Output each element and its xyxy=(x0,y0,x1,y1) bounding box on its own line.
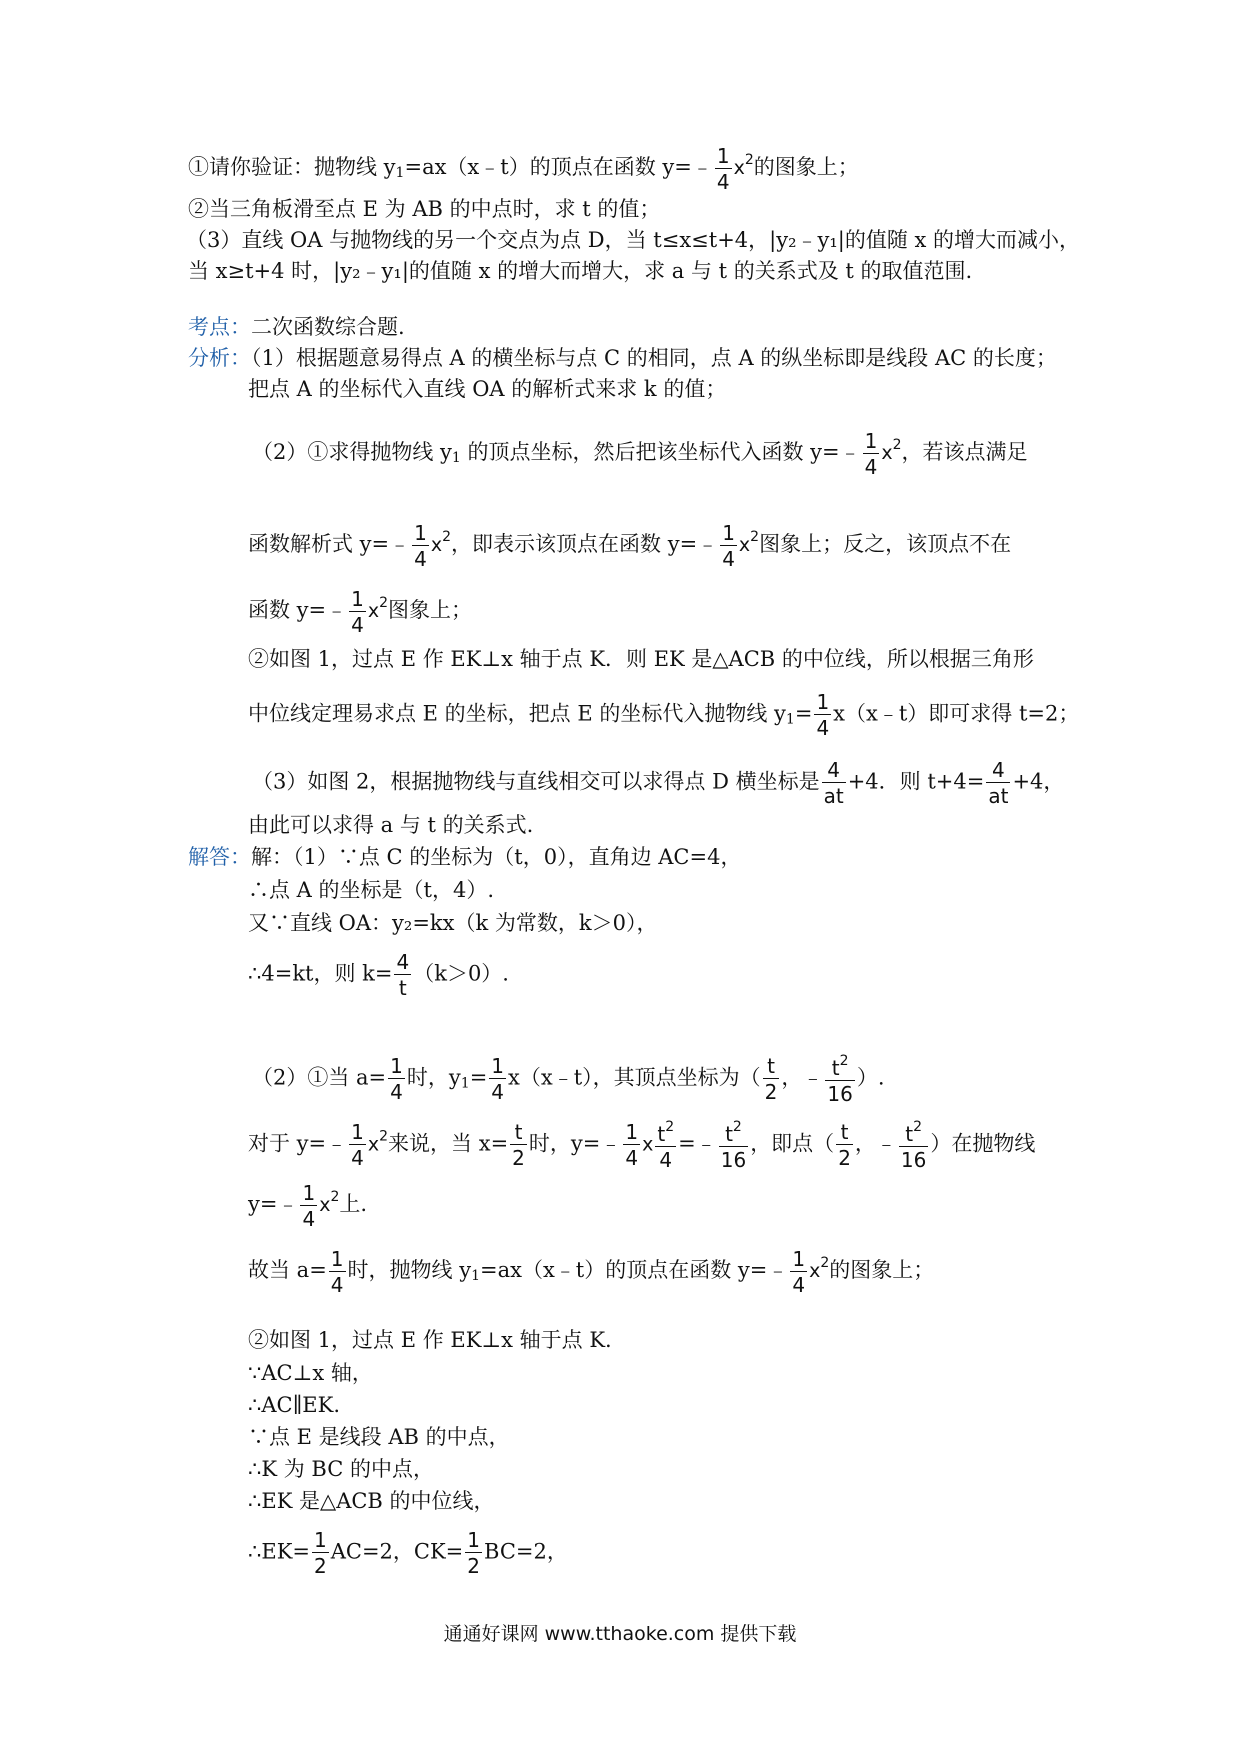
jieda-row-6: 对于 y=﹣ $\frac{1}{4}$ $x^2$来说，当 x= $\frac{t}{2}$ 时，y=﹣ $\frac{1}{4}$ x $\frac{t^2}{4}$ =﹣ $\frac{t^2}{16}$ ，即点（ $\frac{t}{2}$ ，﹣ $\frac{t^2}{16}$ ）在抛物线 xyxy=(248,1119,1036,1172)
fraction-one-quarter: $\frac{1}{4}$ xyxy=(625,1120,639,1170)
question-part-3-line1: （3）直线 OA 与抛物线的另一个交点为点 D，当 t≤x≤t+4，|y₂﹣y₁|的值随 x 的增大而减小， xyxy=(186,228,1081,252)
question-part-3-line2: 当 x≥t+4 时，|y₂﹣y₁|的值随 x 的增大而增大，求 a 与 t 的关系式及 t 的取值范围. xyxy=(188,259,973,283)
question-part-2-1: ①请你验证：抛物线 $y_1=ax(x﹣t)$的顶点在函数 y=﹣ $\frac{1}{4}$ $x^2$的图象上； xyxy=(188,143,859,194)
jieda-row-10: ∵AC⊥x 轴， xyxy=(248,1361,373,1385)
fraction-one-quarter: $\frac{1}{4}$ xyxy=(491,1054,505,1104)
fraction-four-over-t: $\frac{4}{t}$ xyxy=(396,950,410,1000)
fraction-one-half: $\frac{1}{2}$ xyxy=(313,1528,327,1578)
fraction-t-over-2: $\frac{t}{2}$ xyxy=(512,1120,525,1170)
fenxi-row-9: 由此可以求得 a 与 t 的关系式. xyxy=(248,813,534,837)
fenxi-row-5: 函数 y=﹣ $\frac{1}{4}$ $x^2$图象上； xyxy=(248,586,473,637)
fenxi-row-2: 把点 A 的坐标代入直线 OA 的解析式来求 k 的值； xyxy=(248,377,727,401)
fenxi-row-1: 分析：（1）根据题意易得点 A 的横坐标与点 C 的相同，点 A 的纵坐标即是线段 AC 的长度； xyxy=(188,346,1057,370)
jieda-row-11: ∴AC∥EK. xyxy=(248,1393,340,1417)
jieda-row-12: ∵点 E 是线段 AB 的中点， xyxy=(248,1425,510,1449)
fraction-one-quarter: $\frac{1}{4}$ xyxy=(816,690,830,740)
jieda-row-15: ∴EK= $\frac{1}{2}$ AC=2，CK= $\frac{1}{2}$ BC=2， xyxy=(248,1528,568,1578)
fraction-one-quarter: $\frac{1}{4}$ xyxy=(330,1246,344,1297)
fraction-t-over-2: $\frac{t}{2}$ xyxy=(764,1054,778,1104)
fraction-one-quarter: $\frac{1}{4}$ xyxy=(864,428,878,479)
fraction-four-over-at: $\frac{4}{at}$ xyxy=(823,758,844,808)
fraction-one-quarter: $\frac{1}{4}$ xyxy=(792,1246,806,1297)
fraction-t2-over-16: $\frac{t^2}{16}$ xyxy=(827,1053,853,1106)
fenxi-row-4: 函数解析式 y=﹣ $\frac{1}{4}$ $x^2$，即表示该顶点在函数 y=﹣ $\frac{1}{4}$ $x^2$图象上；反之，该顶点不在 xyxy=(248,520,1012,571)
fenxi-row-3: （2）①求得抛物线 $y_1$ 的顶点坐标，然后把该坐标代入函数 y=﹣ $\frac{1}{4}$ $x^2$，若该点满足 xyxy=(252,428,1028,479)
fraction-t-over-2: $\frac{t}{2}$ xyxy=(838,1120,851,1170)
kaodian-label: 考点： xyxy=(188,315,251,339)
text: ①请你验证：抛物线 y xyxy=(188,155,396,179)
fraction-t2-over-16: $\frac{t^2}{16}$ xyxy=(900,1119,927,1172)
fraction-one-quarter: $\frac{1}{4}$ xyxy=(722,520,735,571)
fenxi-row-8: （3）如图 2，根据抛物线与直线相交可以求得点 D 横坐标是 $\frac{4}{at}$ +4．则 t+4= $\frac{4}{at}$ +4， xyxy=(252,758,1065,808)
jieda-row-7: y=﹣ $\frac{1}{4}$ $x^2$上. xyxy=(248,1180,368,1231)
fenxi-row-6: ②如图 1，过点 E 作 EK⊥x 轴于点 K．则 EK 是△ACB 的中位线，所以根据三角形 xyxy=(248,647,1034,671)
jieda-row-9: ②如图 1，过点 E 作 EK⊥x 轴于点 K. xyxy=(248,1328,612,1352)
subscript: 1 xyxy=(395,165,405,181)
jieda-row-2: ∴点 A 的坐标是（t，4）. xyxy=(248,878,494,902)
jieda-row-5: （2）①当 a= $\frac{1}{4}$ 时，$y_1=$ $\frac{1}{4}$ x（x﹣t），其顶点坐标为（ $\frac{t}{2}$ ，﹣ $\frac{t^2}{16}$ ）. xyxy=(252,1053,885,1106)
fenxi-label: 分析： xyxy=(188,346,251,370)
jieda-row-4: ∴4=kt，则 k= $\frac{4}{t}$ （k＞0）. xyxy=(248,950,509,1000)
fraction-one-quarter: $\frac{1}{4}$ xyxy=(414,520,427,571)
jieda-row-14: ∴EK 是△ACB 的中位线， xyxy=(248,1489,495,1513)
question-part-2-2: ②当三角板滑至点 E 为 AB 的中点时，求 t 的值； xyxy=(188,197,661,221)
kaodian-text: 二次函数综合题. xyxy=(251,315,405,339)
fraction-one-quarter: $\frac{1}{4}$ xyxy=(390,1054,403,1104)
fraction-one-quarter: $\frac{1}{4}$ xyxy=(351,586,364,637)
fraction-one-quarter: $\frac{1}{4}$ xyxy=(351,1120,364,1170)
jieda-row-3: 又∵直线 OA：y₂=kx（k 为常数，k＞0）， xyxy=(248,911,658,935)
text: 的图象上； xyxy=(753,155,859,179)
jieda-row-13: ∴K 为 BC 的中点， xyxy=(248,1457,434,1481)
fraction-one-quarter: $\frac{1}{4}$ xyxy=(302,1180,316,1231)
text: =ax（x﹣t）的顶点在函数 y=﹣ xyxy=(404,155,713,179)
fraction-t2-over-16: $\frac{t^2}{16}$ xyxy=(720,1119,747,1172)
jieda-row-1: 解答：解：（1）∵点 C 的坐标为（t，0），直角边 AC=4， xyxy=(188,845,742,869)
kaodian-row xyxy=(188,312,405,342)
fraction-t2-over-4: $\frac{t^2}{4}$ xyxy=(657,1119,675,1172)
fraction-one-quarter: $\frac{1}{4}$ xyxy=(716,143,730,194)
fraction-four-over-at: $\frac{4}{at}$ xyxy=(988,758,1009,808)
fenxi-row-7: 中位线定理易求点 E 的坐标，把点 E 的坐标代入抛物线 $y_1=$ $\frac{1}{4}$ x（x﹣t）即可求得 t=2； xyxy=(248,690,1080,740)
jieda-row-8: 故当 a= $\frac{1}{4}$ 时，抛物线 $y_1=ax(x﹣t)$的顶点在函数 y=﹣ $\frac{1}{4}$ $x^2$的图象上； xyxy=(248,1246,935,1297)
fraction-one-half: $\frac{1}{2}$ xyxy=(467,1528,480,1578)
jieda-label: 解答： xyxy=(188,845,251,869)
footer-watermark: 通通好课网 www.tthaoke.com 提供下载 xyxy=(443,1623,797,1645)
